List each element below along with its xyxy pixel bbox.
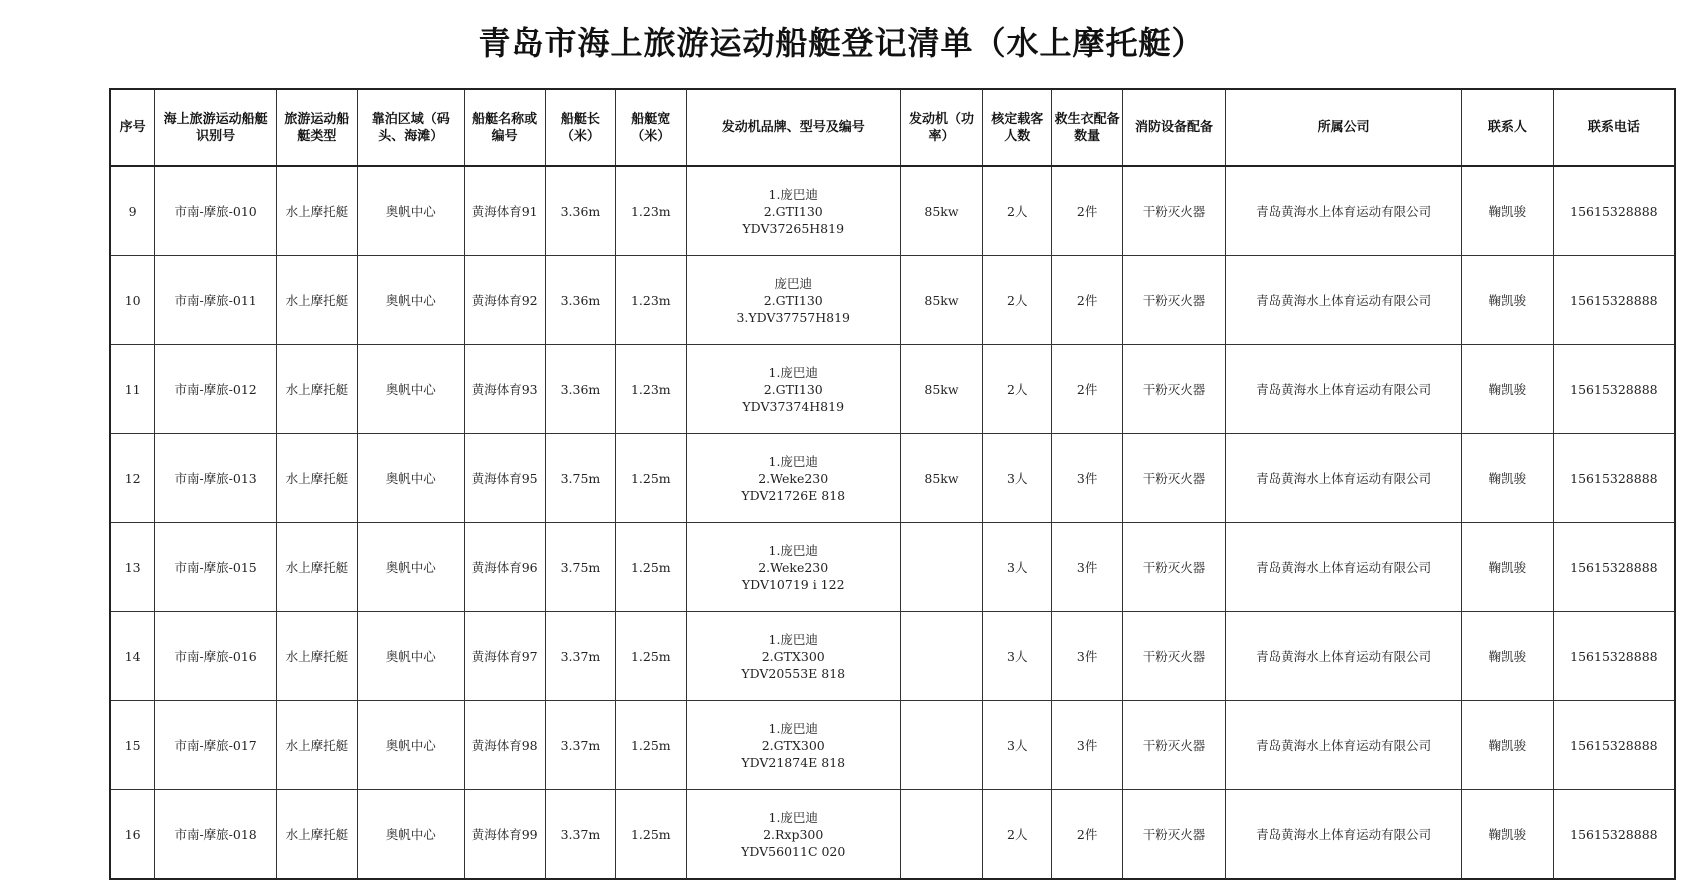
- cell-engine: [686, 434, 900, 523]
- cell-id: 市南-摩旅-016: [155, 612, 277, 701]
- cell-power: 85kw: [900, 345, 982, 434]
- engine-line: 1.庞巴迪: [768, 364, 818, 380]
- col-header-area: 靠泊区域（码头、海滩）: [357, 89, 464, 166]
- cell-company: 青岛黄海水上体育运动有限公司: [1226, 523, 1462, 612]
- cell-phone: 15615328888: [1553, 523, 1675, 612]
- cell-capacity: 3人: [983, 434, 1052, 523]
- cell-name: 黄海体育91: [464, 166, 545, 256]
- cell-area: 奥帆中心: [357, 523, 464, 612]
- engine-line: YDV37374H819: [742, 398, 845, 414]
- cell-seq: 16: [110, 790, 155, 880]
- cell-name: 黄海体育99: [464, 790, 545, 880]
- cell-length: 3.36m: [545, 256, 615, 345]
- col-header-capacity: 核定载客人数: [983, 89, 1052, 166]
- table-row: [110, 256, 1675, 345]
- cell-fire: 干粉灭火器: [1122, 612, 1225, 701]
- table-row: [110, 612, 1675, 701]
- cell-id: 市南-摩旅-011: [155, 256, 277, 345]
- cell-area: 奥帆中心: [357, 612, 464, 701]
- col-header-type: 旅游运动船艇类型: [276, 89, 357, 166]
- engine-line: YDV10719 i 122: [741, 576, 845, 592]
- col-header-seq: 序号: [110, 89, 155, 166]
- engine-line: 1.庞巴迪: [768, 186, 818, 202]
- engine-line: 1.庞巴迪: [768, 809, 818, 825]
- engine-line: 2.Weke230: [758, 559, 829, 575]
- cell-type: 水上摩托艇: [276, 345, 357, 434]
- col-header-width: 船艇宽（米）: [616, 89, 686, 166]
- cell-company: 青岛黄海水上体育运动有限公司: [1226, 612, 1462, 701]
- cell-lifejackets: 3件: [1052, 434, 1122, 523]
- cell-seq: 11: [110, 345, 155, 434]
- cell-width: 1.25m: [616, 434, 686, 523]
- engine-line: YDV21874E 818: [741, 754, 846, 770]
- cell-length: 3.75m: [545, 434, 615, 523]
- cell-id: 市南-摩旅-017: [155, 701, 277, 790]
- col-header-company: 所属公司: [1226, 89, 1462, 166]
- cell-capacity: 3人: [983, 701, 1052, 790]
- col-header-fire: 消防设备配备: [1122, 89, 1225, 166]
- table-body: [110, 166, 1675, 879]
- cell-engine: [686, 612, 900, 701]
- table-row: [110, 523, 1675, 612]
- engine-line: 1.庞巴迪: [768, 631, 818, 647]
- cell-seq: 15: [110, 701, 155, 790]
- cell-power: [900, 790, 982, 880]
- cell-width: 1.25m: [616, 612, 686, 701]
- cell-name: 黄海体育96: [464, 523, 545, 612]
- engine-line: 庞巴迪: [774, 275, 812, 291]
- cell-contact: 鞠凯骏: [1462, 434, 1554, 523]
- cell-engine: [686, 166, 900, 256]
- cell-area: 奥帆中心: [357, 345, 464, 434]
- engine-line: 1.庞巴迪: [768, 542, 818, 558]
- table-header: [110, 89, 1675, 166]
- cell-capacity: 2人: [983, 345, 1052, 434]
- cell-engine: [686, 345, 900, 434]
- cell-lifejackets: 3件: [1052, 701, 1122, 790]
- col-header-lifejackets: 救生衣配备数量: [1052, 89, 1122, 166]
- cell-seq: 9: [110, 166, 155, 256]
- cell-power: 85kw: [900, 434, 982, 523]
- cell-fire: 干粉灭火器: [1122, 523, 1225, 612]
- cell-company: 青岛黄海水上体育运动有限公司: [1226, 256, 1462, 345]
- cell-area: 奥帆中心: [357, 790, 464, 880]
- cell-lifejackets: 3件: [1052, 523, 1122, 612]
- engine-line: 1.庞巴迪: [768, 720, 818, 736]
- cell-capacity: 3人: [983, 523, 1052, 612]
- cell-type: 水上摩托艇: [276, 612, 357, 701]
- cell-power: 85kw: [900, 256, 982, 345]
- cell-lifejackets: 2件: [1052, 166, 1122, 256]
- engine-line: 2.GTI130: [763, 203, 823, 219]
- cell-capacity: 2人: [983, 256, 1052, 345]
- cell-name: 黄海体育93: [464, 345, 545, 434]
- cell-width: 1.23m: [616, 345, 686, 434]
- col-header-name: 船艇名称或编号: [464, 89, 545, 166]
- document-title: 青岛市海上旅游运动船艇登记清单（水上摩托艇）: [478, 24, 1205, 62]
- cell-phone: 15615328888: [1553, 345, 1675, 434]
- cell-width: 1.25m: [616, 701, 686, 790]
- cell-area: 奥帆中心: [357, 701, 464, 790]
- cell-lifejackets: 2件: [1052, 256, 1122, 345]
- cell-engine: [686, 790, 900, 880]
- col-header-contact: 联系人: [1462, 89, 1554, 166]
- table-row: [110, 434, 1675, 523]
- cell-length: 3.36m: [545, 345, 615, 434]
- cell-type: 水上摩托艇: [276, 256, 357, 345]
- cell-company: 青岛黄海水上体育运动有限公司: [1226, 345, 1462, 434]
- engine-line: 1.庞巴迪: [768, 453, 818, 469]
- cell-type: 水上摩托艇: [276, 790, 357, 880]
- table-row: [110, 790, 1675, 880]
- cell-phone: 15615328888: [1553, 434, 1675, 523]
- cell-length: 3.37m: [545, 701, 615, 790]
- cell-contact: 鞠凯骏: [1462, 790, 1554, 880]
- cell-lifejackets: 2件: [1052, 790, 1122, 880]
- col-header-power: 发动机（功率）: [900, 89, 982, 166]
- cell-length: 3.37m: [545, 612, 615, 701]
- cell-company: 青岛黄海水上体育运动有限公司: [1226, 701, 1462, 790]
- cell-name: 黄海体育97: [464, 612, 545, 701]
- cell-company: 青岛黄海水上体育运动有限公司: [1226, 166, 1462, 256]
- cell-phone: 15615328888: [1553, 790, 1675, 880]
- cell-seq: 10: [110, 256, 155, 345]
- engine-line: 2.Rxp300: [763, 826, 824, 842]
- cell-seq: 14: [110, 612, 155, 701]
- cell-engine: [686, 256, 900, 345]
- cell-phone: 15615328888: [1553, 701, 1675, 790]
- engine-line: 2.GTI130: [763, 381, 823, 397]
- cell-seq: 13: [110, 523, 155, 612]
- cell-capacity: 2人: [983, 790, 1052, 880]
- cell-name: 黄海体育92: [464, 256, 545, 345]
- engine-line: YDV37265H819: [742, 220, 845, 236]
- cell-type: 水上摩托艇: [276, 166, 357, 256]
- col-header-length: 船艇长（米）: [545, 89, 615, 166]
- cell-power: [900, 701, 982, 790]
- cell-fire: 干粉灭火器: [1122, 701, 1225, 790]
- table-row: [110, 345, 1675, 434]
- table-row: [110, 166, 1675, 256]
- cell-phone: 15615328888: [1553, 256, 1675, 345]
- cell-id: 市南-摩旅-018: [155, 790, 277, 880]
- engine-line: 2.GTX300: [761, 737, 825, 753]
- engine-line: YDV56011C 020: [741, 843, 846, 859]
- cell-contact: 鞠凯骏: [1462, 701, 1554, 790]
- col-header-phone: 联系电话: [1553, 89, 1675, 166]
- cell-width: 1.25m: [616, 523, 686, 612]
- engine-line: 3.YDV37757H819: [736, 309, 850, 325]
- cell-area: 奥帆中心: [357, 256, 464, 345]
- cell-contact: 鞠凯骏: [1462, 345, 1554, 434]
- cell-id: 市南-摩旅-010: [155, 166, 277, 256]
- cell-type: 水上摩托艇: [276, 523, 357, 612]
- table-row: [110, 701, 1675, 790]
- cell-lifejackets: 2件: [1052, 345, 1122, 434]
- col-header-engine: 发动机品牌、型号及编号: [686, 89, 900, 166]
- engine-line: 2.Weke230: [758, 470, 829, 486]
- cell-name: 黄海体育98: [464, 701, 545, 790]
- cell-fire: 干粉灭火器: [1122, 166, 1225, 256]
- cell-power: [900, 523, 982, 612]
- cell-phone: 15615328888: [1553, 166, 1675, 256]
- cell-capacity: 2人: [983, 166, 1052, 256]
- cell-lifejackets: 3件: [1052, 612, 1122, 701]
- cell-id: 市南-摩旅-012: [155, 345, 277, 434]
- cell-area: 奥帆中心: [357, 166, 464, 256]
- cell-engine: [686, 523, 900, 612]
- engine-line: YDV21726E 818: [741, 487, 846, 503]
- cell-seq: 12: [110, 434, 155, 523]
- cell-type: 水上摩托艇: [276, 434, 357, 523]
- cell-company: 青岛黄海水上体育运动有限公司: [1226, 434, 1462, 523]
- cell-power: [900, 612, 982, 701]
- cell-capacity: 3人: [983, 612, 1052, 701]
- cell-power: 85kw: [900, 166, 982, 256]
- cell-type: 水上摩托艇: [276, 701, 357, 790]
- cell-name: 黄海体育95: [464, 434, 545, 523]
- cell-engine: [686, 701, 900, 790]
- engine-line: 2.GTI130: [763, 292, 823, 308]
- cell-fire: 干粉灭火器: [1122, 434, 1225, 523]
- cell-id: 市南-摩旅-015: [155, 523, 277, 612]
- cell-length: 3.75m: [545, 523, 615, 612]
- cell-id: 市南-摩旅-013: [155, 434, 277, 523]
- cell-width: 1.23m: [616, 256, 686, 345]
- registration-table: [109, 88, 1676, 880]
- engine-line: 2.GTX300: [761, 648, 825, 664]
- cell-contact: 鞠凯骏: [1462, 612, 1554, 701]
- cell-contact: 鞠凯骏: [1462, 523, 1554, 612]
- cell-area: 奥帆中心: [357, 434, 464, 523]
- cell-fire: 干粉灭火器: [1122, 345, 1225, 434]
- cell-contact: 鞠凯骏: [1462, 256, 1554, 345]
- cell-length: 3.36m: [545, 166, 615, 256]
- cell-width: 1.25m: [616, 790, 686, 880]
- cell-contact: 鞠凯骏: [1462, 166, 1554, 256]
- cell-phone: 15615328888: [1553, 612, 1675, 701]
- cell-length: 3.37m: [545, 790, 615, 880]
- col-header-id: 海上旅游运动船艇识别号: [155, 89, 277, 166]
- header-row: [110, 89, 1675, 166]
- cell-company: 青岛黄海水上体育运动有限公司: [1226, 790, 1462, 880]
- cell-fire: 干粉灭火器: [1122, 790, 1225, 880]
- engine-line: YDV20553E 818: [741, 665, 846, 681]
- cell-fire: 干粉灭火器: [1122, 256, 1225, 345]
- cell-width: 1.23m: [616, 166, 686, 256]
